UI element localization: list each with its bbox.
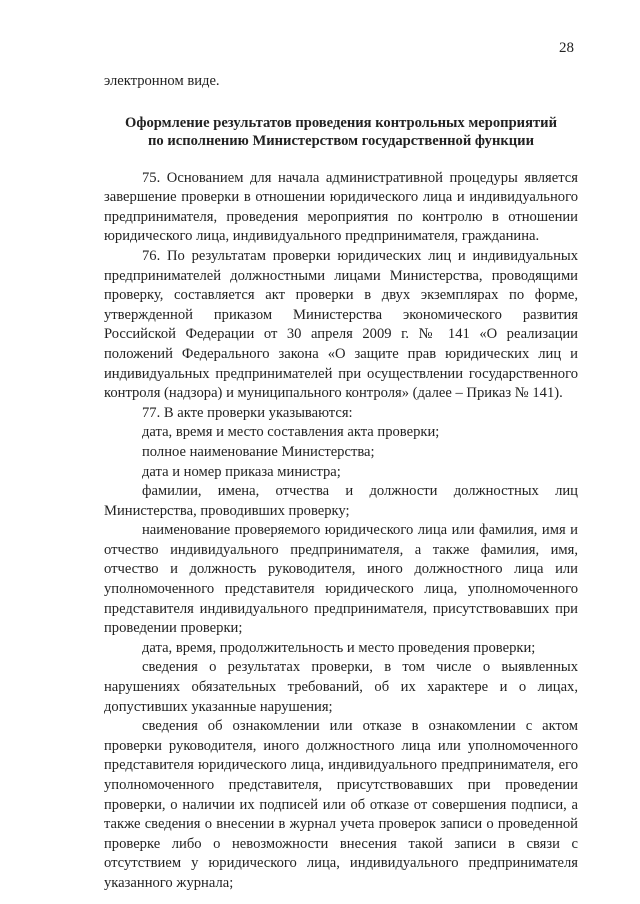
list-item: сведения об ознакомлении или отказе в ознакомлении с актом проверки руководителя, иного должностного лица или уполномоченного представителя юридического лица, индивидуального предпринимателя, его уполномоченного представителя, присутствовавших при проведении проверки, о наличии их подписей или об отказе от совершения подписи, а также сведения о внесении в журнал учета проверок записи о проведенной проверке либо о невозможности внесения такой записи в связи с отсутствием у юридического лица, индивидуального предпринимателя указанного журнала; — [104, 718, 578, 891]
list-item: дата, время и место составления акта проверки; — [142, 424, 440, 441]
section-heading-line-2: по исполнению Министерством государственной функции — [148, 132, 534, 149]
section-heading — [104, 114, 578, 150]
list-item: сведения о результатах проверки, в том числе о выявленных нарушениях обязательных требований, об их характере и о лицах, допустивших указанные нарушения; — [104, 659, 578, 715]
page-number: 28 — [559, 40, 574, 56]
list-item: фамилии, имена, отчества и должности должностных лиц Министерства, проводивших проверку; — [104, 483, 578, 519]
list-item: дата и номер приказа министра; — [142, 463, 341, 480]
paragraph-75: 75. Основанием для начала административной процедуры является завершение проверки в отношении юридического лица и индивидуального предпринимателя, проведения мероприятия по контролю в отношении юридического лица, индивидуального предпринимателя, гражданина. — [104, 169, 578, 245]
paragraph-77: 77. В акте проверки указываются: — [142, 404, 353, 421]
list-item: дата, время, продолжительность и место проведения проверки; — [142, 639, 536, 656]
paragraph-76: 76. По результатам проверки юридических лиц и индивидуальных предпринимателей должностными лицами Министерства, проводящими проверку, составляется акт проверки в двух экземплярах по форме, утвержденной приказом Министерства экономического развития Российской Федерации от 30 апреля 2009 г. № 141 «О реализации положений Федерального закона «О защите прав юридических лиц и индивидуальных предпринимателей при осуществлении государственного контроля (надзора) и муниципального контроля» (далее – Приказ № 141). — [104, 247, 578, 402]
section-heading-line-1: Оформление результатов проведения контрольных мероприятий — [125, 114, 557, 131]
list-item: полное наименование Министерства; — [142, 443, 375, 460]
document-body — [104, 72, 578, 894]
intro-text: электронном виде. — [104, 73, 220, 89]
list-item: наименование проверяемого юридического лица или фамилия, имя и отчество индивидуального предпринимателя, а также фамилия, имя, отчество и должность руководителя, иного должностного лица или уполномоченного представителя юридического лица, уполномоченного представителя индивидуального предпринимателя, присутствовавших при проведении проверки; — [104, 522, 578, 637]
